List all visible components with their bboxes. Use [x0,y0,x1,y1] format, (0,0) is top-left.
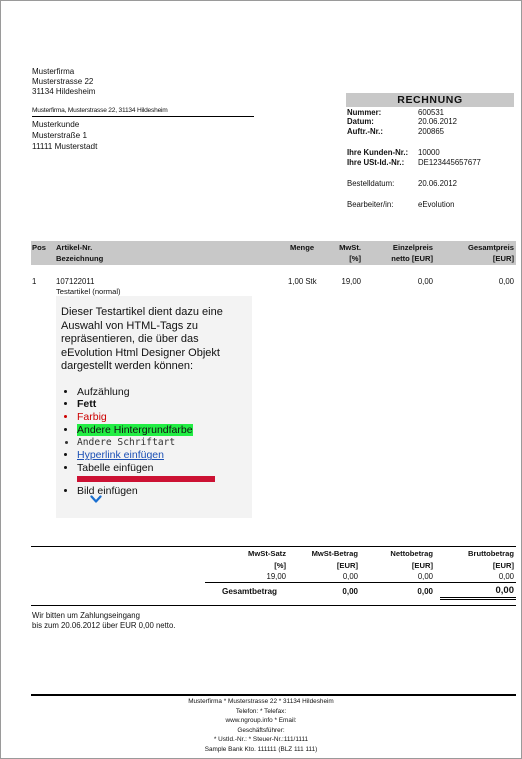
inserted-table-bar [77,476,215,482]
list-item-hintergrundfarbe [77,424,251,437]
row-unit-price: 0,00 [417,277,433,286]
payment-note-line: bis zum 20.06.2012 über EUR 0,00 netto. [32,621,176,630]
field-label-order: Auftr.-Nr.: [347,127,383,136]
totals-bottom-rule [31,605,516,606]
gross-underline-2 [440,599,516,600]
hyperlink[interactable]: Hyperlink einfügen [77,449,164,462]
totals-col-net: Nettobetrag [390,549,433,558]
col-vat-unit: [%] [349,254,361,263]
grand-total-net: 0,00 [417,587,433,596]
col-unit-price-unit: netto [EUR] [391,254,433,263]
list-item-aufzaehlung: • Aufzählung [77,386,251,399]
totals-col-rate: MwSt-Satz [248,549,286,558]
totals-sum-rule [205,582,516,583]
totals-col-gross: Bruttobetrag [468,549,514,558]
sender-address [32,67,95,97]
description-intro: Dieser Testartikel dient dazu eine Auswahl von HTML-Tags zu repräsentieren, die über das eEvolution Html Designer Objekt dargestellt werden können: [61,306,223,372]
return-address-line: Musterfirma, Musterstrasse 22, 31134 Hildesheim [32,107,168,114]
highlighted-text: Andere Hintergrundfarbe [77,423,193,436]
col-qty: Menge [290,243,315,252]
recipient-line: Musterkunde [32,120,80,129]
col-total: Gesamtpreis [467,243,514,252]
field-label-number: Nummer: [347,108,382,117]
col-pos: Pos [32,243,46,252]
totals-top-rule [31,546,516,547]
field-value-clerk: eEvolution [418,200,455,209]
grand-total-gross: 0,00 [495,585,514,596]
totals-col-rate-unit: [%] [274,561,286,570]
chevron-down-icon [90,495,102,506]
list-item-farbig: • Farbig [77,411,251,424]
field-value-order: 200865 [418,127,445,136]
totals-col-net-unit: [EUR] [411,561,433,570]
col-article: Artikel-Nr. [56,243,93,252]
footer-line: * UstId.-Nr.: * Steuer-Nr.:111/1111 [213,736,309,744]
list-item-fett: • Fett [77,398,251,411]
col-vat: MwSt. [339,243,361,252]
payment-note [32,611,175,631]
row-vat: 19,00 [341,277,361,286]
return-address-underline [32,116,254,117]
footer-line: Geschäftsführer: [237,726,285,734]
description-list [61,386,251,498]
payment-note-line: Wir bitten um Zahlungseingang [32,611,140,620]
row-qty: 1,00 Stk [288,277,317,286]
row-total: 0,00 [498,277,514,286]
totals-col-gross-unit: [EUR] [492,561,514,570]
sender-line: 31134 Hildesheim [32,87,96,96]
recipient-line: Musterstraße 1 [32,131,88,140]
gross-underline-1 [440,597,516,598]
footer-line: Telefon: * Telefax: [235,707,287,715]
footer-rule [31,694,516,696]
list-item-tabelle [77,462,251,482]
recipient-line: 11111 Musterstadt [32,142,98,151]
field-label-order-date: Bestelldatum: [347,179,395,188]
footer [0,697,522,755]
row-name: Testartikel (normal) [56,287,121,296]
list-item-bild: • Bild einfügen [77,485,251,498]
field-value-vat-id: DE123445657677 [418,158,481,167]
totals-rate: 19,00 [266,572,286,581]
list-item-hyperlink [77,449,251,462]
recipient-address [32,119,97,152]
footer-line: Musterfirma * Musterstrasse 22 * 31134 Hildesheim [188,698,334,705]
sender-line: Musterstrasse 22 [32,77,94,86]
list-item-schriftart: • Andere Schriftart [77,437,251,450]
grand-total-vat: 0,00 [342,587,358,596]
invoice-title: RECHNUNG [397,94,463,106]
field-label-vat-id: Ihre USt-Id.-Nr.: [347,158,405,167]
row-article: 107122011 [56,277,95,286]
field-label-date: Datum: [347,117,374,126]
field-value-date: 20.06.2012 [418,117,458,126]
field-value-customer-no: 10000 [418,148,440,157]
field-label-customer-no: Ihre Kunden-Nr.: [347,148,409,157]
field-value-order-date: 20.06.2012 [418,179,458,188]
grand-total-label: Gesamtbetrag [222,587,278,596]
field-label-clerk: Bearbeiter/in: [347,200,394,209]
list-item-tabelle-label: • Tabelle einfügen [77,462,154,475]
totals-col-vat: MwSt-Betrag [311,549,358,558]
totals-gross: 0,00 [498,572,514,581]
field-value-number: 600531 [418,108,445,117]
col-unit-price: Einzelpreis [392,243,433,252]
sender-line: Musterfirma [32,67,75,76]
col-description: Bezeichnung [56,254,104,263]
html-description-box [56,296,252,518]
totals-net: 0,00 [417,572,433,581]
totals-col-vat-unit: [EUR] [336,561,358,570]
totals-vat: 0,00 [342,572,358,581]
row-pos: 1 [32,277,37,286]
footer-line: Sample Bank Kto. 111111 (BLZ 111 111) [204,745,318,753]
col-total-unit: [EUR] [492,254,514,263]
footer-line: www.ngroup.info * Email: [225,717,297,725]
